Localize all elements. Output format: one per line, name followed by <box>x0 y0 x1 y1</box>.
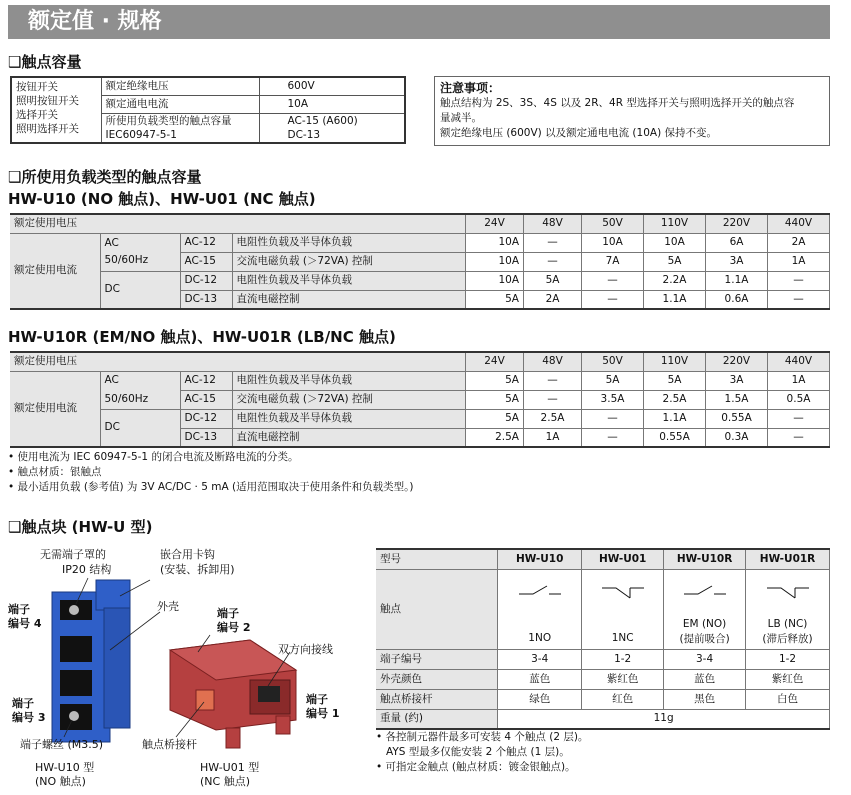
contact-cell-no: 1NO <box>498 569 582 649</box>
row-label: 额定绝缘电压 <box>101 77 259 95</box>
contact-block-notes: • 各控制元器件最多可安装 4 个触点 (2 层)。 AYS 型最多仅能安装 2 个触点 (1 层)。 • 可指定金触点 (触点材质：镀金银触点)。 <box>376 731 589 773</box>
bullet-list: • 使用电流为 IEC 60947-5-1 的闭合电流及断路电流的分类。 • 触点材质：银触点 • 最小适用负载 (参考值) 为 3V AC/DC · 5 mA (适用范围取决于使用条件和负载类型。) <box>8 451 414 493</box>
label-terminal-2a: 端子 <box>217 607 239 620</box>
label-dual-wiring: 双方向接线 <box>278 643 333 656</box>
label-terminal-2b: 编号 2 <box>217 621 251 634</box>
label-terminal-1a: 端子 <box>306 693 328 706</box>
no-contact-symbol-icon <box>515 580 565 604</box>
label-screw: 端子螺丝 (M3.5) <box>20 738 104 751</box>
note-line: 量减半。 <box>440 112 482 124</box>
note-title: 注意事项： <box>440 81 501 95</box>
row-value: 600V <box>259 77 405 95</box>
label-hw-u01: HW-U01 型 <box>200 761 260 774</box>
load-table-b: 额定使用电压 24V 48V 50V 110V 220V 440V 额定使用电流 AC AC-12 电阻性负载及半导体负载 5A — 5A 5A 3A 1A 50/60Hz AC-15 交流电磁负载 (＞72VA) 控制 5A — 3.5A 2.5A 1.5A 0.5A DC DC-12 电阻性负载及半导体负载 5A 2.5A — 1.1A 0.55A — DC-13 直流电磁控制 2.5A 1A — 0.55A 0.3A — <box>10 351 830 448</box>
load-table-a: 额定使用电压 24V 48V 50V 110V 220V 440V 额定使用电流 AC 50/60Hz AC-12 电阻性负载及半导体负载 10A — 10A 10A 6A 2A AC-15 交流电磁负载 (＞72VA) 控制 10A — 7A 5A 3A 1A DC DC-12 电阻性负载及半导体负载 10A 5A — 2.2A 1.1A — DC-13 直流电磁控制 5A 2A — 1.1A 0.6A — <box>10 213 830 310</box>
note-line: 额定绝缘电压 (600V) 以及额定通电电流 (10A) 保持不变。 <box>440 127 718 139</box>
row-label: 所使用负载类型的触点容量 IEC60947-5-1 <box>101 113 259 143</box>
section-title-load-capacity: ❑所使用负载类型的触点容量 <box>8 168 202 186</box>
voltage-header: 额定使用电压 <box>10 214 466 233</box>
blue-contact-block <box>52 580 130 742</box>
row-label: 额定通电电流 <box>101 95 259 113</box>
contact-cell-lb: LB (NC) (滞后释放) <box>746 569 830 649</box>
label-hook: 嵌合用卡钩 <box>160 548 215 561</box>
label-no-contact: (NO 触点) <box>35 775 86 788</box>
current-header: 额定使用电流 <box>10 371 100 447</box>
label-hook-2: (安装、拆卸用) <box>160 563 235 576</box>
note-line: 触点结构为 2S、3S、4S 以及 2R、4R 型选择开关与照明选择开关的触点容 <box>440 97 795 109</box>
contact-block-illustration <box>0 540 370 790</box>
section-title-contact-capacity: ❑触点容量 <box>8 53 82 71</box>
label-ip20: IP20 结构 <box>62 563 112 576</box>
page-banner: 额定值 · 规格 <box>8 5 830 39</box>
label-terminal-3b: 编号 3 <box>12 711 46 724</box>
contact-block-spec-table: 型号 HW-U10 HW-U01 HW-U10R HW-U01R 触点 1NO 1NC EM (NO) (提前吸合) LB (NC) (滞后释放) 端子编号 3-4 1-2 3-4 1-2 外壳颜色 蓝色 紫红色 蓝色 紫红色 触点桥接杆 绿色 红色 黑色 白色 重量 (约) 11g <box>376 548 830 730</box>
contact-cell-nc: 1NC <box>582 569 664 649</box>
label-terminal-1b: 编号 1 <box>306 707 340 720</box>
label-terminal-3a: 端子 <box>12 697 34 710</box>
label-hw-u10: HW-U10 型 <box>35 761 95 774</box>
label-bridge: 触点桥接杆 <box>142 738 197 751</box>
section-title-contact-block: ❑触点块 (HW-U 型) <box>8 518 153 536</box>
label-no-cover: 无需端子罩的 <box>40 548 106 561</box>
label-terminal-4b: 编号 4 <box>8 617 42 630</box>
label-shell: 外壳 <box>157 600 179 613</box>
table-b-title: HW-U10R (EM/NO 触点)、HW-U01R (LB/NC 触点) <box>8 328 396 346</box>
lb-contact-symbol-icon <box>763 580 813 604</box>
label-terminal-4a: 端子 <box>8 603 30 616</box>
label-nc-contact: (NC 触点) <box>200 775 250 788</box>
em-contact-symbol-icon <box>680 580 730 604</box>
row-value: 10A <box>259 95 405 113</box>
contact-capacity-table <box>10 76 406 144</box>
row-value: AC-15 (A600) DC-13 <box>259 113 405 143</box>
voltage-header: 额定使用电压 <box>10 352 466 371</box>
current-header: 额定使用电流 <box>10 233 100 309</box>
table-a-title: HW-U10 (NO 触点)、HW-U01 (NC 触点) <box>8 190 316 208</box>
nc-contact-symbol-icon <box>598 580 648 604</box>
switch-types-cell: 按钮开关 照明按钮开关 选择开关 照明选择开关 <box>11 77 101 143</box>
contact-cell-em: EM (NO) (提前吸合) <box>664 569 746 649</box>
note-box <box>434 76 830 146</box>
